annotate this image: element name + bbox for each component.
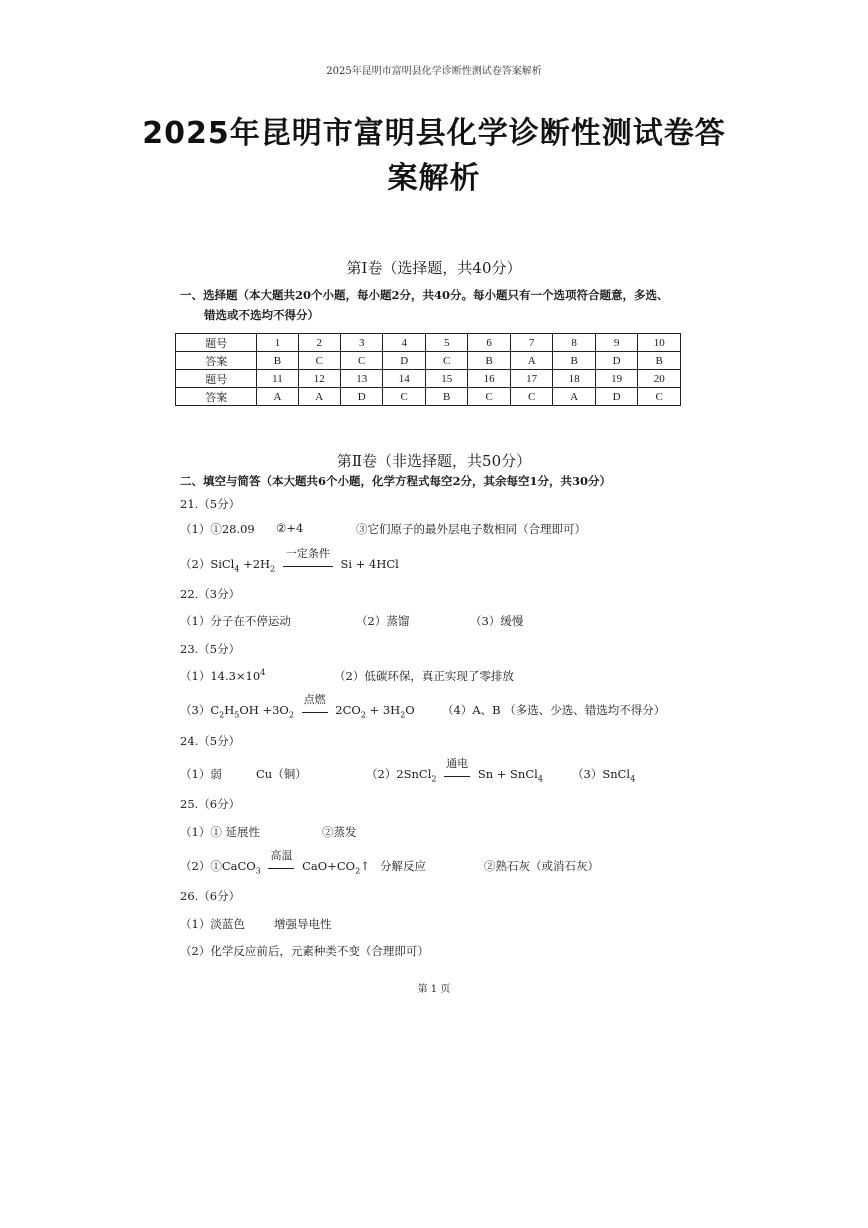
q25-answer-2: ②熟石灰（或消石灰）: [484, 859, 599, 873]
answer-table-cell: C: [468, 388, 510, 406]
answer-table-cell: C: [638, 388, 681, 406]
q23-answer-1: $(1)14.3\times 10^4$: [180, 668, 266, 683]
answer-table-cell: C: [298, 352, 340, 370]
q24-answer-1b: Cu（铜）: [256, 767, 307, 781]
answer-table-cell: 2: [298, 334, 340, 352]
answer-table-row: [176, 352, 681, 370]
answer-table-cell: D: [340, 388, 382, 406]
answer-table-cell: A: [553, 388, 595, 406]
q21-answer-1c: ③它们原子的最外层电子数相同（合理即可）: [356, 522, 586, 536]
answer-table-cell: 16: [468, 370, 510, 388]
part2-title: 第Ⅱ卷（非选择题，共50分）: [336, 452, 532, 470]
q24-condition: 通电: [444, 767, 470, 781]
answer-table-cell: 15: [425, 370, 467, 388]
q24-equation: （2）2SnCl$_2$ 通电 Sn + SnCl$_4$: [366, 757, 543, 784]
section1-line2: 错选或不选均不得分）: [204, 308, 319, 322]
answer-table-cell: C: [383, 388, 425, 406]
page-number: 第 1 页: [417, 984, 451, 995]
q23-answer-2: （2）低碳环保，真正实现了零排放: [334, 669, 514, 683]
answer-table-cell: 18: [553, 370, 595, 388]
answer-table-cell: 10: [638, 334, 681, 352]
part1-title: 第Ⅰ卷（选择题，共40分）: [346, 259, 522, 277]
answer-table-cell: B: [257, 352, 298, 370]
q25-answer-1a: （1）① 延展性: [180, 825, 260, 839]
answer-table-cell: C: [510, 388, 552, 406]
answer-table-row-label: 答案: [176, 352, 257, 370]
page-header: 2025年昆明市富明县化学诊断性测试卷答案解析: [326, 66, 542, 77]
answer-table-cell: 20: [638, 370, 681, 388]
q24-answer-1a: （1）弱: [180, 767, 222, 781]
answer-table-row-label: 答案: [176, 388, 257, 406]
answer-table-cell: 3: [340, 334, 382, 352]
q25-answer-type: 分解反应: [380, 859, 426, 873]
answer-table-row-label: 题号: [176, 334, 257, 352]
doc-title-line1: 2025年昆明市富明县化学诊断性测试卷答: [142, 116, 726, 151]
doc-title-line2: 案解析: [387, 161, 481, 196]
q24-heading: 24.（5分）: [180, 734, 241, 748]
q23-condition: 点燃: [302, 703, 328, 717]
answer-table-cell: 7: [510, 334, 552, 352]
answer-table-cell: 9: [595, 334, 637, 352]
answer-table-row-label: 题号: [176, 370, 257, 388]
q23-equation: $(3)C_2H_5OH +3O_2$ 点燃 $2CO_2 + 3H_2O$: [180, 693, 415, 720]
answer-table-cell: A: [298, 388, 340, 406]
q25-condition: 高温: [268, 859, 294, 873]
answer-table-row: [176, 388, 681, 406]
q24-answer-3: （3）SnCl$_4$: [572, 767, 636, 784]
answer-table-cell: 17: [510, 370, 552, 388]
answer-table-cell: D: [383, 352, 425, 370]
answer-table-cell: 5: [425, 334, 467, 352]
answer-table-cell: 13: [340, 370, 382, 388]
answer-table-cell: 11: [257, 370, 298, 388]
section1-line1: 一、选择题（本大题共20个小题，每小题2分，共40分。每小题只有一个选项符合题意，多选、: [180, 288, 669, 302]
q22-answer-1: （1）分子在不停运动: [180, 614, 291, 628]
q21-heading: 21.（5分）: [180, 497, 241, 511]
q21-equation: （2）SiCl$_4$ $+2H_2$ 一定条件 Si + 4HCl: [180, 547, 399, 574]
q23-answer-4: （4）A、B （多选、少选、错选均不得分）: [442, 703, 666, 717]
q21-answer-1a: （1）①28.09: [180, 522, 255, 536]
answer-table-cell: B: [425, 388, 467, 406]
answer-table-cell: B: [468, 352, 510, 370]
answer-table-cell: 14: [383, 370, 425, 388]
q26-answer-1b: 增强导电性: [274, 917, 332, 931]
answer-table-cell: B: [638, 352, 681, 370]
answer-table-row: [176, 370, 681, 388]
q26-answer-2: （2）化学反应前后，元素种类不变（合理即可）: [180, 944, 429, 958]
answer-table-cell: D: [595, 388, 637, 406]
answer-table-cell: D: [595, 352, 637, 370]
answer-table-cell: A: [257, 388, 298, 406]
q22-answer-3: （3）缓慢: [470, 614, 524, 628]
q23-heading: 23.（5分）: [180, 642, 241, 656]
answer-table-cell: A: [510, 352, 552, 370]
q21-condition: 一定条件: [283, 557, 333, 571]
q25-heading: 25.（6分）: [180, 797, 241, 811]
answer-table-cell: C: [340, 352, 382, 370]
section2-heading: 二、填空与简答（本大题共6个小题，化学方程式每空2分，其余每空1分，共30分）: [180, 474, 612, 488]
q22-heading: 22.（3分）: [180, 587, 241, 601]
answer-table-cell: C: [425, 352, 467, 370]
answer-table-cell: 8: [553, 334, 595, 352]
answer-table-cell: 6: [468, 334, 510, 352]
q25-equation: （2）①CaCO$_3$ 高温 $CaO+CO_2↑$: [180, 849, 370, 876]
q26-heading: 26.（6分）: [180, 889, 241, 903]
answer-table-cell: B: [553, 352, 595, 370]
answer-table-cell: 1: [257, 334, 298, 352]
q21-answer-1b: ②+4: [276, 521, 304, 535]
q22-answer-2: （2）蒸馏: [356, 614, 410, 628]
q26-answer-1a: （1）淡蓝色: [180, 917, 245, 931]
answer-table-cell: 12: [298, 370, 340, 388]
q25-answer-1b: ②蒸发: [322, 825, 357, 839]
answer-table: [175, 333, 681, 406]
answer-table-row: [176, 334, 681, 352]
answer-table-cell: 4: [383, 334, 425, 352]
answer-table-cell: 19: [595, 370, 637, 388]
